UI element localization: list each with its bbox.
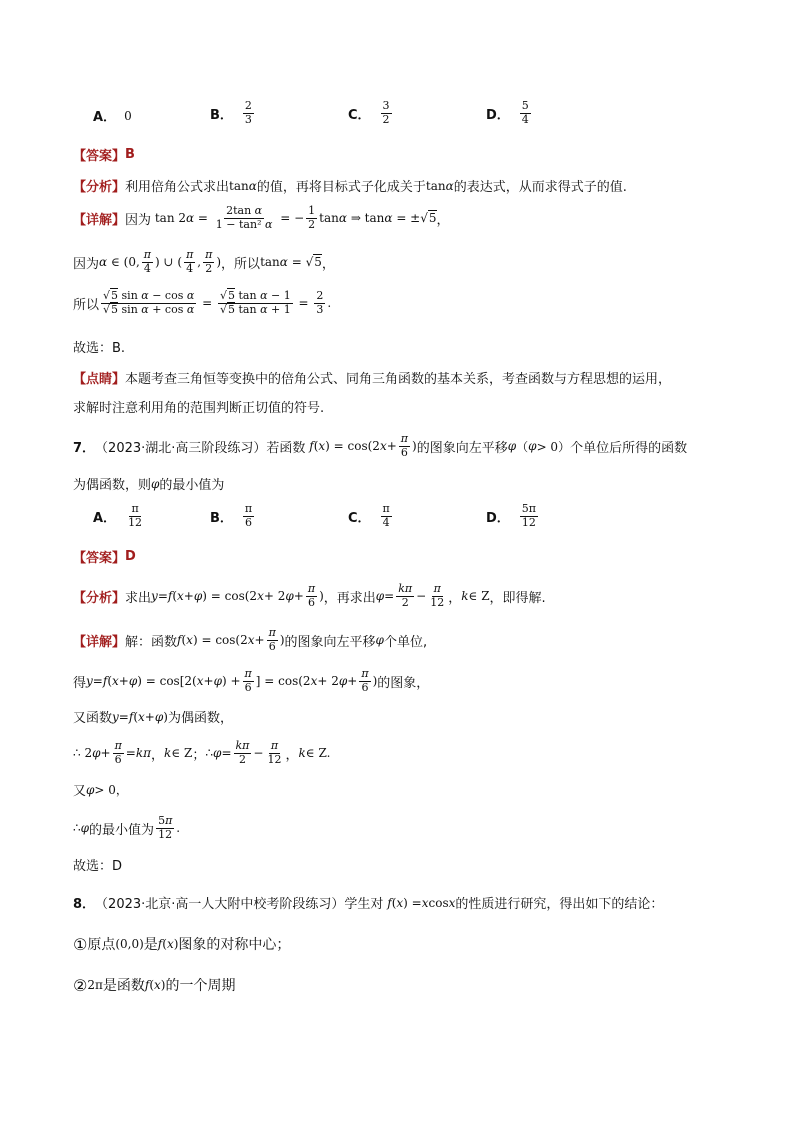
option-fraction: $\frac{5\pi}{12}$ xyxy=(521,502,537,529)
q6-detail-line-2: 因为 α ∈ (0, $\frac{\pi}{4}$ ) ∪ ( $\frac{\pi}{4}$ , $\frac{\pi}{2}$ ) ，所以 tan α = √5 ， xyxy=(73,248,335,275)
math-fraction: $\frac{2}{3}$ xyxy=(316,289,324,316)
math-fraction: $\frac{\text{2tan α}}{\text{1 − tan² α}}$ xyxy=(215,204,273,231)
q7-detail-line-5: 又 φ > 0， xyxy=(73,780,128,799)
q7-option-a xyxy=(93,503,146,529)
math-fraction: $\frac{\pi}{12}$ xyxy=(430,582,445,609)
detail-text: 的图象向左平移 xyxy=(284,634,376,650)
math-fraction: $\frac{\pi}{12}$ xyxy=(267,739,282,766)
item-text: 是函数 xyxy=(102,978,145,994)
option-label: A． xyxy=(93,510,117,526)
question-text: 的图象向左平移 xyxy=(416,440,508,456)
question-text: 的性质进行研究，得出如下的结论： xyxy=(455,897,664,912)
item-text: 图象的对称中心； xyxy=(178,937,291,953)
math-fraction: $\frac{k\pi}{2}$ xyxy=(398,582,413,609)
q6-detail-line-1: 【详解】 因为 tan 2 α = $\frac{\text{2tan α}}{\text{1 − tan² α}}$ = − $\frac{1}{2}$ tan α ⇒ tan α = ±√5 ， xyxy=(73,204,450,231)
detail-text: 得 xyxy=(73,675,87,691)
answer-tag: 【答案】 xyxy=(73,149,126,164)
q7-option-c xyxy=(348,503,394,529)
math-fraction: $\frac{\text{√5 tan α − 1}}{\text{√5 tan α + 1}}$ xyxy=(219,289,291,316)
q7-option-b xyxy=(210,503,256,529)
q6-choose-line xyxy=(73,337,125,356)
detail-text: 的最小值为 xyxy=(89,822,155,838)
q6-comment-line-1 xyxy=(73,368,671,387)
math-fraction: $\frac{k\pi}{2}$ xyxy=(235,739,250,766)
q8-item-1: ① 原点 (0,0) 是 f ( x ) 图象的对称中心； xyxy=(73,934,291,954)
answer-value: B xyxy=(125,147,135,162)
q7-analysis-line: 【分析】 求出 y = f ( x + φ ) = cos(2 x + 2 φ + $\frac{\pi}{6}$ ) ，再求出 φ = $\frac{k\pi}{2}$ − $\frac{\pi}{12}$ ， k ∈ Z ，即得解. xyxy=(73,582,546,609)
option-value: 0 xyxy=(124,108,132,123)
q7-option-d xyxy=(486,503,540,529)
analysis-text: ，即得解. xyxy=(489,590,546,606)
question-number: 7． xyxy=(73,440,96,456)
analysis-text: ，再求出 xyxy=(323,590,376,606)
q7-question-line-2: 为偶函数，则 φ 的最小值为 xyxy=(73,474,224,493)
option-fraction: $\frac{\pi}{4}$ xyxy=(382,502,390,529)
option-label: D． xyxy=(486,107,510,123)
detail-text: 因为 xyxy=(73,256,100,272)
detail-text: 所以 xyxy=(73,297,100,313)
option-label: A． xyxy=(93,110,117,125)
q6-analysis-line: 【分析】 利用倍角公式求出 tan α 的值，再将目标式子化成关于 tan α 的表达式，从而求得式子的值. xyxy=(73,176,627,195)
math-fraction: $\frac{1}{2}$ xyxy=(308,204,316,231)
answer-tag: 【答案】 xyxy=(73,551,126,566)
q6-option-d xyxy=(486,100,533,126)
analysis-text: 的表达式，从而求得式子的值. xyxy=(453,180,627,195)
q7-detail-line-3: 又函数 y = f ( x + φ ) 为偶函数， xyxy=(73,707,233,726)
q8-question-line: 8． （2023·北京·高一人大附中校考阶段练习） 学生对 f ( x ) = x cos x 的性质进行研究，得出如下的结论： xyxy=(73,893,663,912)
q6-detail-line-3: 所以 $\frac{\text{√5 sin α − cos α}}{\text{√5 sin α + cos α}}$ = $\frac{\text{√5 tan α − 1}}{\text{√5 tan α + 1}}$ = $\frac{2}{3}$ . xyxy=(73,289,332,316)
detail-text: 因为 xyxy=(125,212,152,228)
q7-detail-line-6: ∴ φ 的最小值为 $\frac{5\pi}{12}$ . xyxy=(73,814,181,841)
detail-text: ，所以 xyxy=(221,256,261,272)
detail-text: 的图象， xyxy=(377,675,430,691)
analysis-text: 的值，再将目标式子化成关于 xyxy=(256,180,426,195)
choose-text: 故选：B. xyxy=(73,341,126,356)
q7-choose-line xyxy=(73,855,122,874)
analysis-tag: 【分析】 xyxy=(73,180,126,195)
question-number: 8． xyxy=(73,897,96,912)
math-fraction: $\frac{\pi}{4}$ xyxy=(186,248,194,275)
item-mark: ① xyxy=(73,934,88,954)
question-text: 若函数 xyxy=(266,440,306,456)
q6-answer-line xyxy=(73,145,135,164)
question-text: 学生对 xyxy=(344,897,384,912)
option-fraction: $\frac{\pi}{12}$ xyxy=(128,502,143,529)
math-fraction: $\frac{\pi}{4}$ xyxy=(143,248,152,275)
math-fraction: $\frac{\pi}{6}$ xyxy=(361,667,369,694)
math-fraction: $\frac{\pi}{6}$ xyxy=(268,626,276,653)
option-fraction: $\frac{5}{4}$ xyxy=(521,99,529,126)
comment-tag: 【点睛】 xyxy=(73,372,126,387)
option-fraction: $\frac{\pi}{6}$ xyxy=(244,502,253,529)
math-fraction: $\frac{\pi}{6}$ xyxy=(114,739,122,766)
choose-text: 故选：D xyxy=(73,859,123,874)
q8-item-2: ② 2π 是函数 f ( x ) 的一个周期 xyxy=(73,975,236,995)
question-text: 的最小值为 xyxy=(159,478,225,493)
math-fraction: $\frac{\pi}{2}$ xyxy=(205,248,213,275)
q7-question-line-1: 7． （2023·湖北·高三阶段练习） 若函数 f ( x ) = cos(2 x + $\frac{\pi}{6}$ ) 的图象向左平移 φ （ φ > 0） 个单位后所得的函数 xyxy=(73,432,688,459)
detail-text: 个单位, xyxy=(383,634,428,650)
q7-answer-line xyxy=(73,547,136,566)
item-text: 是 xyxy=(143,937,158,953)
answer-value: D xyxy=(125,549,136,564)
option-label: D． xyxy=(486,510,510,526)
option-label: B． xyxy=(210,510,233,526)
detail-text: 为偶函数， xyxy=(167,711,233,726)
q6-option-c xyxy=(348,100,394,126)
analysis-text: 利用倍角公式求出 xyxy=(125,180,230,195)
analysis-text: 求出 xyxy=(125,590,152,606)
analysis-tag: 【分析】 xyxy=(73,590,126,606)
math-fraction: $\frac{\text{√5 sin α − cos α}}{\text{√5 sin α + cos α}}$ xyxy=(103,289,195,316)
q6-comment-line-2 xyxy=(73,397,324,416)
q6-option-b xyxy=(210,100,256,126)
option-label: C． xyxy=(348,510,371,526)
option-label: B． xyxy=(210,107,233,123)
option-label: C． xyxy=(348,107,371,123)
math-fraction: $\frac{\pi}{6}$ xyxy=(307,582,316,609)
question-source: （2023·北京·高一人大附中校考阶段练习） xyxy=(95,897,345,912)
comment-text: 求解时注意利用角的范围判断正切值的符号. xyxy=(73,401,325,416)
detail-tag: 【详解】 xyxy=(73,634,126,650)
q6-option-a xyxy=(93,106,132,125)
q7-detail-line-4: ∴ 2 φ + $\frac{\pi}{6}$ = kπ ， k ∈ Z ； ∴ φ = $\frac{k\pi}{2}$ − $\frac{\pi}{12}$ ， k ∈ Z. xyxy=(73,739,331,766)
item-text: 原点 xyxy=(87,937,116,953)
option-fraction: $\frac{3}{2}$ xyxy=(382,99,390,126)
math-fraction: $\frac{5\pi}{12}$ xyxy=(158,814,173,841)
item-text: 的一个周期 xyxy=(165,978,236,994)
q7-detail-line-1: 【详解】 解：函数 f ( x ) = cos(2 x + $\frac{\pi}{6}$ ) 的图象向左平移 φ 个单位, xyxy=(73,626,428,653)
comment-text: 本题考查三角恒等变换中的倍角公式、同角三角函数的基本关系，考查函数与方程思想的运用， xyxy=(125,372,672,387)
math-fraction: $\frac{\pi}{6}$ xyxy=(244,667,252,694)
question-text: 为偶函数，则 xyxy=(73,478,152,493)
item-mark: ② xyxy=(73,975,88,995)
detail-text: 解：函数 xyxy=(125,634,178,650)
detail-text: 又 xyxy=(73,784,87,799)
detail-tag: 【详解】 xyxy=(73,212,126,228)
detail-text: 又函数 xyxy=(73,711,113,726)
question-source: （2023·湖北·高三阶段练习） xyxy=(95,440,267,456)
option-fraction: $\frac{2}{3}$ xyxy=(244,99,252,126)
question-text: 个单位后所得的函数 xyxy=(570,440,688,456)
q7-detail-line-2: 得 y = f ( x + φ ) = cos[2( x + φ ) + $\frac{\pi}{6}$ ] = cos(2 x + 2 φ + $\frac{\pi}{6}$ ) 的图象， xyxy=(73,667,430,694)
math-fraction: $\frac{\pi}{6}$ xyxy=(400,432,409,459)
